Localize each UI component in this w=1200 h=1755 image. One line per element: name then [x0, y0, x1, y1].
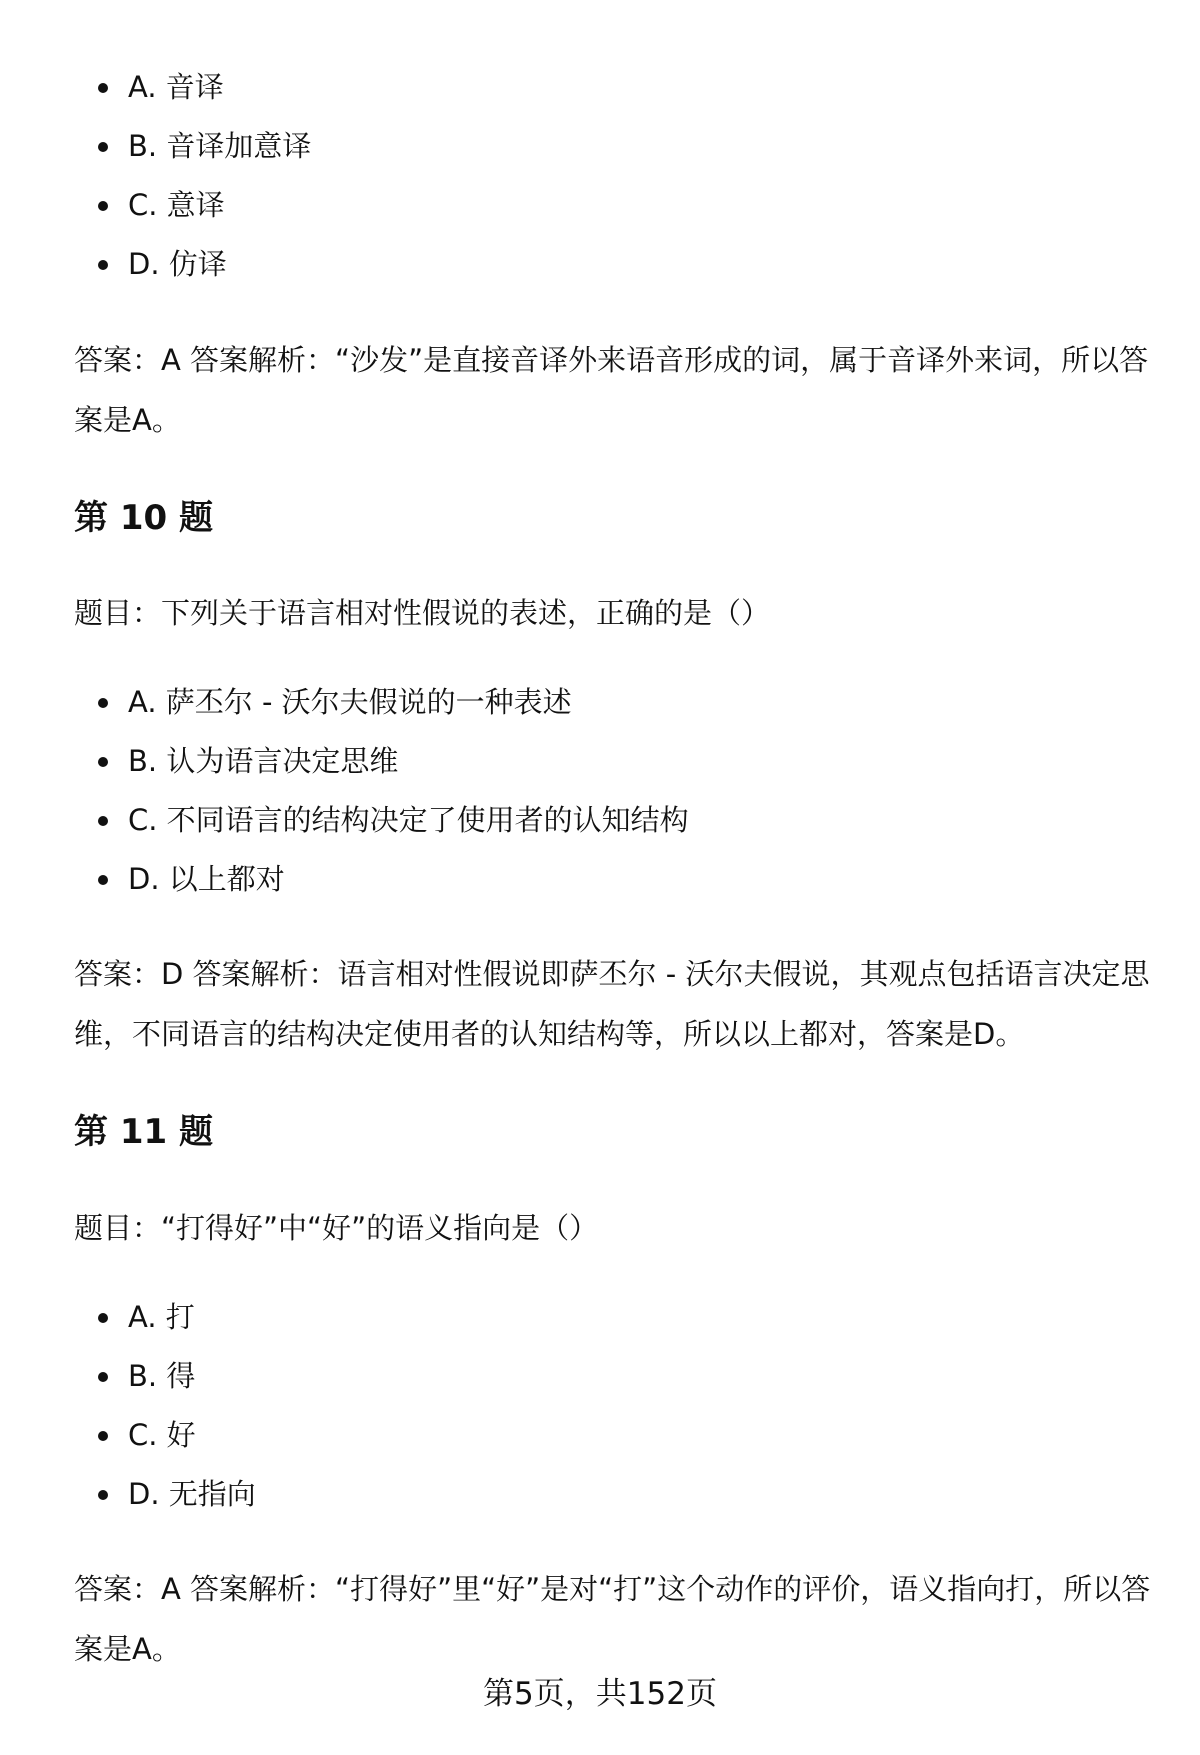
q9-option-c: C. 意译 [0, 176, 311, 235]
q11-heading: 第 11 题 [74, 1112, 213, 1152]
q11-option-a: A. 打 [0, 1288, 256, 1347]
page-number-footer: 第5页，共152页 [483, 1676, 717, 1712]
q10-options-list [0, 673, 689, 909]
q11-stem: 题目：“打得好”中“好”的语义指向是（） [74, 1211, 599, 1245]
q10-option-d: D. 以上都对 [0, 850, 689, 909]
q9-answer: 答案：A 答案解析：“沙发”是直接音译外来语音形成的词，属于音译外来词，所以答案是A。 [74, 343, 1149, 437]
q11-option-c: C. 好 [0, 1406, 256, 1465]
q10-heading: 第 10 题 [74, 498, 213, 538]
q10-answer: 答案：D 答案解析：语言相对性假说即萨丕尔 - 沃尔夫假说，其观点包括语言决定思维，不同语言的结构决定使用者的认知结构等，所以以上都对，答案是D。 [74, 957, 1150, 1051]
q9-option-a: A. 音译 [0, 58, 311, 117]
q11-options-list [0, 1288, 256, 1524]
q9-option-d: D. 仿译 [0, 235, 311, 294]
q10-option-b: B. 认为语言决定思维 [0, 732, 689, 791]
q10-stem: 题目：下列关于语言相对性假说的表述，正确的是（） [74, 596, 771, 630]
q9-options-list [0, 58, 311, 294]
q10-option-a: A. 萨丕尔 - 沃尔夫假说的一种表述 [0, 673, 689, 732]
q11-option-d: D. 无指向 [0, 1465, 256, 1524]
q10-option-c: C. 不同语言的结构决定了使用者的认知结构 [0, 791, 689, 850]
q11-answer: 答案：A 答案解析：“打得好”里“好”是对“打”这个动作的评价，语义指向打，所以答案是A。 [74, 1572, 1151, 1666]
q9-option-b: B. 音译加意译 [0, 117, 311, 176]
q11-option-b: B. 得 [0, 1347, 256, 1406]
